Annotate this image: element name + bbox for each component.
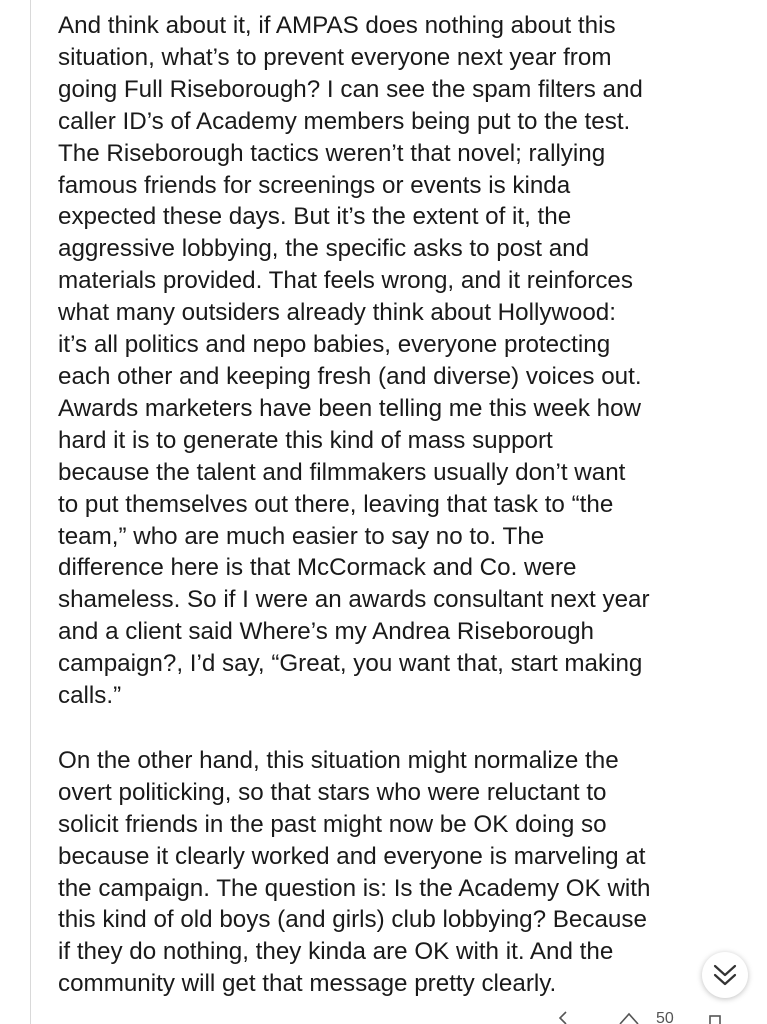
text-line: it’s all politics and nepo babies, everyone protecting [58,331,611,359]
text-line: And think about it, if AMPAS does nothing about this [58,12,616,39]
text-line: caller ID’s of Academy members being put to the test. [58,107,631,135]
paragraph-2 [58,745,758,1000]
text-line: what many outsiders already think about Hollywood: [58,299,616,327]
upvote-icon[interactable] [618,1010,640,1024]
text-line: campaign?, I’d say, “Great, you want that, start making [58,650,643,678]
text-line: shameless. So if I were an awards consultant next year [58,586,650,614]
double-chevron-down-icon [710,960,740,990]
vote-count: 50 [656,1010,674,1024]
comment-body [58,10,758,1000]
text-line: because it clearly worked and everyone is marveling at [58,842,646,870]
reply-back-icon[interactable] [556,1010,572,1024]
text-line: each other and keeping fresh (and diverse) voices out. [58,362,642,390]
text-line: calls.” [58,682,122,710]
text-line: famous friends for screenings or events is kinda [58,171,571,199]
text-line: the campaign. The question is: Is the Academy OK with [58,874,651,902]
text-line: situation, what’s to prevent everyone next year from [58,43,612,71]
text-line: On the other hand, this situation might normalize the [58,746,619,774]
text-line: and a client said Where’s my Andrea Riseborough [58,618,595,646]
share-icon[interactable] [708,1010,722,1024]
text-line: team,” who are much easier to say no to. The [58,522,545,550]
text-line: solicit friends in the past might now be OK doing so [58,810,607,838]
paragraph-1 [58,10,758,712]
comment-action-bar [0,1004,767,1024]
text-line: difference here is that McCormack and Co. were [58,554,577,582]
text-line: to put themselves out there, leaving that task to “the [58,490,614,518]
scroll-down-button[interactable] [702,952,748,998]
text-line: The Riseborough tactics weren’t that novel; rallying [58,139,606,167]
text-line: if they do nothing, they kinda are OK with it. And the [58,938,614,966]
text-line: Awards marketers have been telling me this week how [58,394,642,422]
thread-indent-line [30,0,31,1024]
text-line: aggressive lobbying, the specific asks to post and [58,235,590,263]
text-line: expected these days. But it’s the extent of it, the [58,203,572,231]
text-line: hard it is to generate this kind of mass support [58,426,553,454]
text-line: overt politicking, so that stars who were reluctant to [58,778,607,806]
text-line: community will get that message pretty clearly. [58,970,557,998]
text-line: because the talent and filmmakers usually don’t want [58,458,626,486]
text-line: going Full Riseborough? I can see the spam filters and [58,75,643,103]
text-line: this kind of old boys (and girls) club lobbying? Because [58,906,647,934]
text-line: materials provided. That feels wrong, and it reinforces [58,267,633,295]
